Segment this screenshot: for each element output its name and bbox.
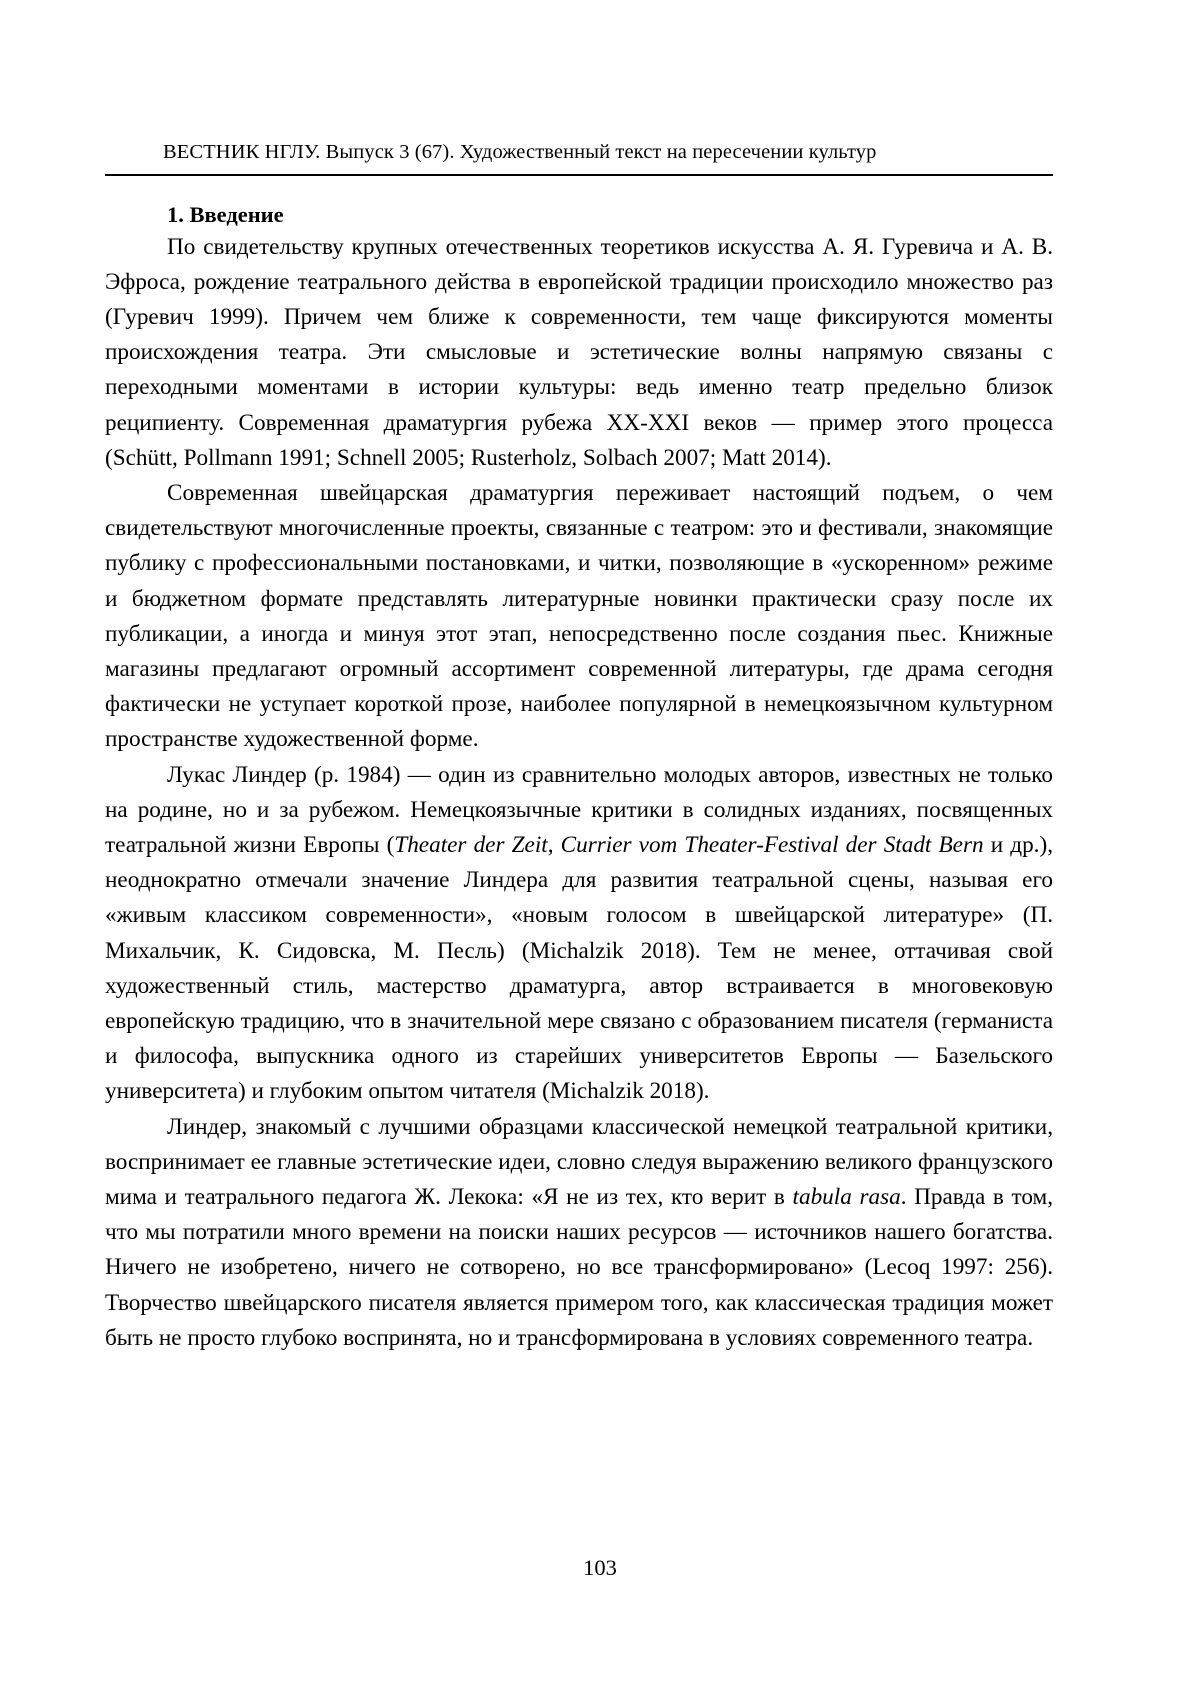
page-number: 103 [583,1555,617,1580]
text-run: Современная швейцарская драматургия переживает настоящий подъем, о чем свидетельствуют многочисленные проекты, связанные с театром: это и фестивали, знакомящие публику с профессиональными постановками, и читки, позволяющие в «ускоренном» режиме и бюджетном формате представлять литературные новинки практически сразу после их публикации, а иногда и минуя этот этап, непосредственно после создания пьес. Книжные магазины предлагают огромный ассортимент современной литературы, где драма сегодня фактически не уступает короткой прозе, наиболее популярной в немецкоязычном культурном пространстве художественной форме. [105,480,1053,753]
article-body [105,230,1053,1357]
running-head: ВЕСТНИК НГЛУ. Выпуск 3 (67). Художественный текст на пересечении культур [163,141,877,163]
paragraph [105,230,1053,476]
text-run: Линдер, знакомый с лучшими образцами классической немецкой театральной критики, воспринимает ее главные эстетические идеи, словно следуя выражению великого французского мима и театрального педагога Ж. Лекока: «Я не из тех, кто верит в [105,1113,1053,1211]
italic-run: Theater der Zeit [394,832,548,859]
italic-run: Currier vom Theater-Festival der Stadt Bern [560,832,984,859]
paragraph [105,1110,1053,1356]
text-run: , [547,832,561,859]
text-run: Лукас Линдер (р. 1984) — один из сравнительно молодых авторов, известных не только на родине, но и за рубежом. Немецкоязычные критики в солидных изданиях, посвященных театральной жизни Европы ( [105,761,1053,859]
page-content [105,140,1053,1356]
text-run: По свидетельству крупных отечественных теоретиков искусства А. Я. Гуревича и А. В. Эфроса, рождение театрального действа в европейской традиции происходило множество раз (Гуревич 1999). Причем чем ближе к современности, тем чаще фиксируются моменты происхождения театра. Эти смысловые и эстетические волны напрямую связаны с переходными моментами в истории культуры: ведь именно театр предельно близок реципиенту. Современная драматургия рубежа XX-XXI веков — пример этого процесса (Schütt, Pollmann 1991; Schnell 2005; Rusterholz, Solbach 2007; Matt 2014). [105,233,1053,471]
text-run: и др.), неоднократно отмечали значение Линдера для развития театральной сцены, называя его «живым классиком современности», «новым голосом в швейцарской литературе» (П. Михальчик, К. Сидовска, М. Песль) (Michalzik 2018). Тем не менее, оттачивая свой художественный стиль, мастерство драматурга, автор встраивается в многовековую европейскую традицию, что в значительной мере связано с образованием писателя (германиста и философа, выпускника одного из старейших университетов Европы — Базельского университета) и глубоким опытом читателя (Michalzik 2018). [105,832,1053,1105]
italic-run: tabula rasa [792,1184,901,1211]
paragraph [105,476,1053,758]
header-divider [105,174,1053,176]
section-title: 1. Введение [167,201,284,227]
text-run: . Правда в том, что мы потратили много времени на поиски наших ресурсов — источников нашего богатства. Ничего не изобретено, ничего не сотворено, но все трансформировано» (Lecoq 1997: 256). Творчество швейцарского писателя является примером того, как классическая традиция может быть не просто глубоко воспринята, но и трансформирована в условиях современного театра. [105,1184,1053,1351]
paragraph [105,758,1053,1110]
